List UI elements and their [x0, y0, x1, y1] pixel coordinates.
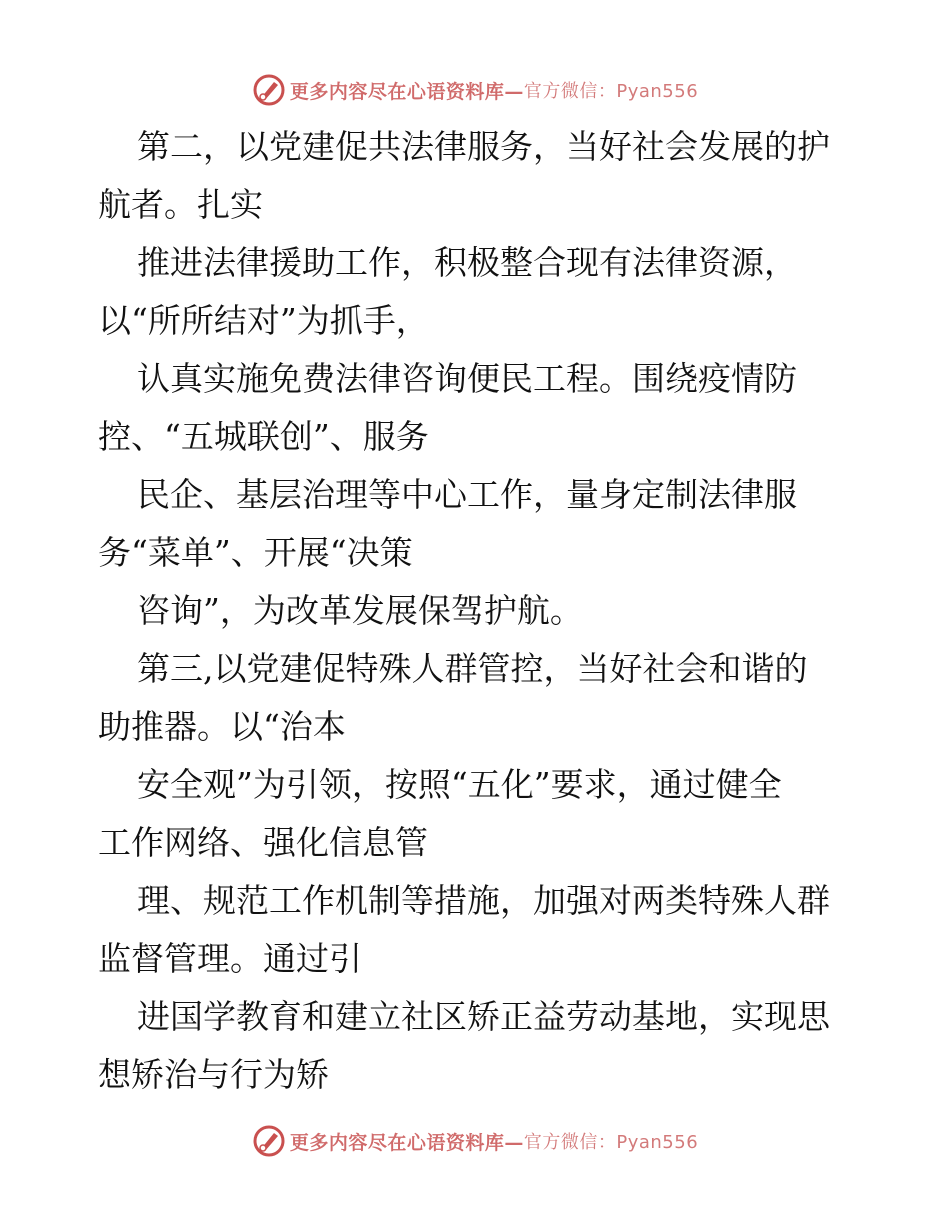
body-line: 推进法律援助工作，积极整合现有法律资源， [137, 243, 797, 282]
pen-logo-icon [252, 1124, 286, 1158]
body-line: 第二，以党建促共法律服务，当好社会发展的护 [137, 127, 830, 166]
header-banner [0, 70, 950, 110]
body-line: 民企、基层治理等中心工作，量身定制法律服 [137, 475, 797, 514]
body-line: 认真实施免费法律咨询便民工程。围绕疫情防 [137, 359, 797, 398]
body-line: 进国学教育和建立社区矫正益劳动基地，实现思 [137, 997, 830, 1036]
body-line: 咨询”，为改革发展保驾护航。 [137, 591, 583, 630]
footer-banner-text: 更多内容尽在心语资料库— [289, 1131, 524, 1154]
header-banner-contact: 官方微信：Pyan556 [523, 81, 699, 102]
pen-logo-icon [252, 73, 286, 107]
body-line: 务“菜单”、开展“决策 [98, 533, 413, 572]
body-line: 第三,以党建促特殊人群管控，当好社会和谐的 [137, 649, 808, 688]
body-line: 助推器。以“治本 [98, 707, 346, 746]
body-line: 以“所所结对”为抓手， [98, 301, 429, 340]
body-line: 航者。扎实 [98, 185, 263, 224]
body-line: 监督管理。通过引 [98, 939, 362, 978]
body-line: 想矫治与行为矫 [98, 1055, 329, 1094]
body-line: 控、“五城联创”、服务 [98, 417, 429, 456]
footer-banner [0, 1121, 950, 1161]
body-line: 工作网络、强化信息管 [98, 823, 428, 862]
body-text [98, 118, 858, 1104]
header-banner-text: 更多内容尽在心语资料库— [289, 80, 524, 103]
body-line: 安全观”为引领，按照“五化”要求，通过健全 [137, 765, 782, 804]
body-line: 理、规范工作机制等措施，加强对两类特殊人群 [137, 881, 830, 920]
footer-banner-contact: 官方微信：Pyan556 [523, 1132, 699, 1153]
